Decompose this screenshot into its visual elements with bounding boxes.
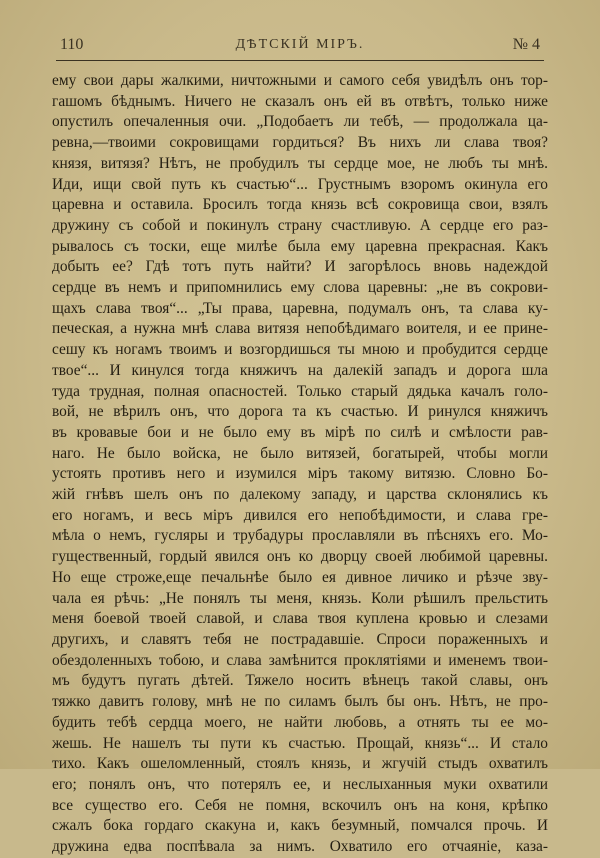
text-line: твое“... И кинулся тогда княжичъ на далекій западъ и дорога шла (52, 361, 548, 379)
text-line: вой, не вѣрилъ онъ, что дорога та къ счастью. И ринулся княжичъ (52, 403, 548, 421)
text-line: добыть ее? Гдѣ тотъ путь найти? И загорѣлось вновь надеждой (52, 258, 548, 276)
text-line: царевна и оставила. Бросилъ тогда князь всѣ сокровища свои, взялъ (52, 196, 548, 214)
text-line: жешь. Не нашелъ ты пути къ счастью. Прощай, князь“... И стало (52, 734, 548, 752)
text-line: его ногамъ, и весь міръ дивился его непобѣдимости, и слава гре- (52, 506, 548, 524)
text-line: тихо. Какъ ошеломленный, стоялъ князь, и жгучій стыдъ охватилъ (52, 755, 548, 773)
text-line: сешу къ ногамъ твоимъ и возгордишься ты мною и пробудится сердце (52, 341, 548, 359)
page-number: 110 (60, 36, 84, 53)
text-line: печеская, а нужна мнѣ слава витязя непобѣдимаго воителя, и ее прине- (52, 320, 548, 338)
text-line: его; понялъ онъ, что потерялъ ее, и неслыханныя муки охватили (52, 775, 548, 793)
text-line: туда трудная, полная опасностей. Только старый дядька качалъ голо- (52, 382, 548, 400)
text-line: ему свои дары жалкими, ничтожными и самого себя увидѣлъ онъ тор- (52, 72, 548, 89)
text-line: устоять противъ него и изумился міръ такому витязю. Словно Бо- (52, 465, 548, 483)
text-line: сжалъ бока гордаго скакуна и, какъ безумный, помчался прочь. И (52, 817, 548, 835)
text-line: щахъ слава твоя“... „Ты права, царевна, подумалъ онъ, та слава ку- (52, 299, 548, 317)
issue-number: № 4 (512, 36, 540, 53)
text-line: тяжко давитъ голову, мнѣ не по силамъ былъ бы онъ. Нѣтъ, не про- (52, 693, 548, 711)
text-line: все существо его. Себя не помня, вскочилъ онъ на коня, крѣпко (52, 796, 548, 814)
text-line: наго. Не было войска, не было витязей, богатырей, чтобы могли (52, 444, 548, 462)
text-line: мѣла о немъ, гусляры и трубадуры прославляли въ пѣсняхъ его. Мо- (52, 527, 548, 545)
text-line: рывалось съ тоски, еще милѣе была ему царевна прекрасная. Какъ (52, 237, 548, 255)
text-line: дружину съ собой и покинулъ страну счастливую. А сердце его раз- (52, 216, 548, 234)
text-line: чала ея рѣчь: „Не понялъ ты меня, князь. Коли рѣшилъ прельстить (52, 589, 548, 607)
text-line: меня боевой твоей славой, и слава твоя куплена кровью и слезами (52, 610, 548, 628)
text-line: князя, витязя? Нѣтъ, не пробудилъ ты сердце мое, не любъ ты мнѣ. (52, 154, 548, 172)
text-line: опустилъ опечаленныя очи. „Подобаетъ ли тебѣ, — продолжала ца- (52, 113, 548, 131)
body-text (52, 71, 548, 858)
text-line: Иди, ищи свой путь къ счастью“... Грустнымъ взоромъ окинула его (52, 175, 548, 193)
text-line: сердце въ немъ и припомнились ему слова царевны: „не въ сокрови- (52, 279, 548, 297)
text-line: жій гнѣвъ шелъ онъ по далекому западу, и царства склонялись къ (52, 486, 548, 504)
page-header (56, 36, 544, 56)
text-line: ревна,—твоими сокровищами гордиться? Въ нихъ ли слава твоя? (52, 134, 548, 152)
header-rule (56, 60, 544, 61)
text-line: дружина едва поспѣвала за нимъ. Охватило его отчаяніе, каза- (52, 838, 548, 856)
text-line: будить тебѣ сердца моего, не найти любовь, а отнять ты ее мо- (52, 713, 548, 731)
text-line: Но еще строже,еще печальнѣе было ея дивное личико и рѣзче зву- (52, 568, 548, 586)
journal-title: ДѢТСКІЙ МІРЪ. (235, 37, 365, 52)
text-line: обездоленныхъ тобою, и слава замѣнится проклятіями и именемъ твои- (52, 651, 548, 669)
text-line: гущественный, гордый явился онъ ко дворцу своей любимой царевны. (52, 548, 548, 566)
text-line: мъ будутъ пугать дѣтей. Тяжело носить вѣнецъ такой славы, онъ (52, 672, 548, 690)
text-line: гашомъ бѣднымъ. Ничего не сказалъ онъ ей въ отвѣтъ, только ниже (52, 92, 548, 110)
text-line: въ кровавые бои и не было ему въ мірѣ по силѣ и смѣлости рав- (52, 423, 548, 441)
text-line: другихъ, и славятъ тебя не пострадавшіе. Спроси пораженныхъ и (52, 630, 548, 648)
